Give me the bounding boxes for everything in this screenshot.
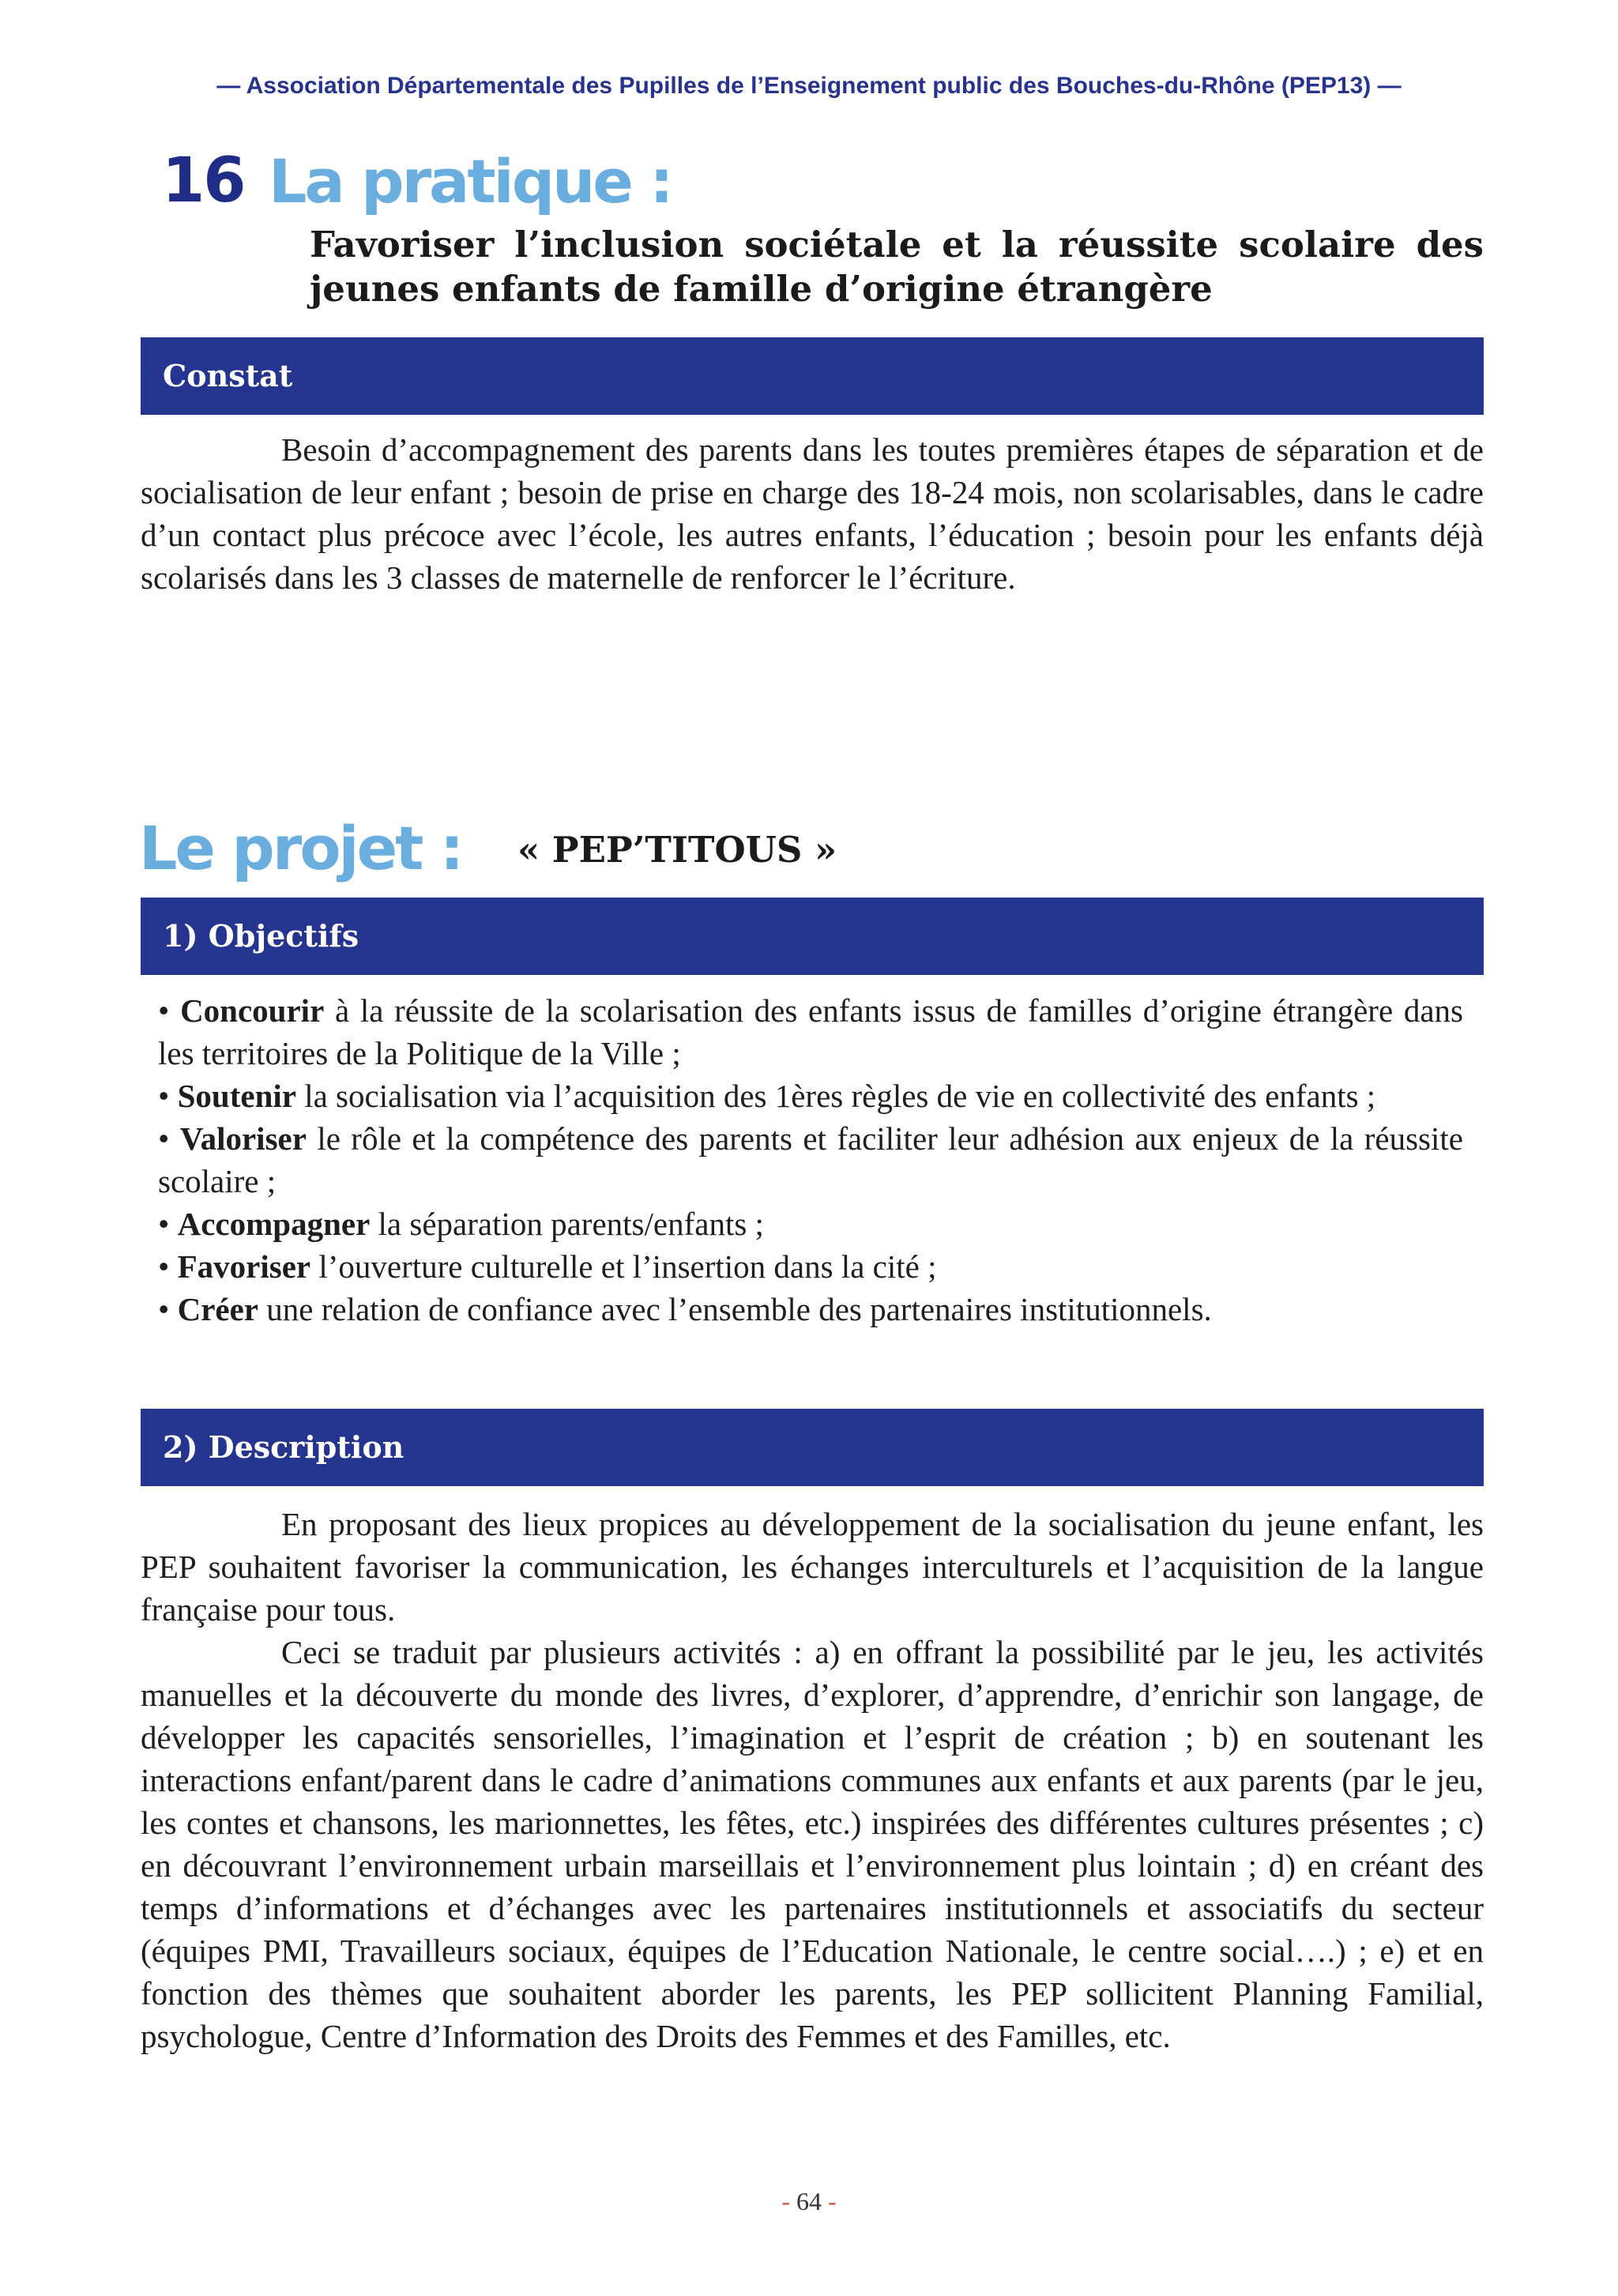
- projet-label: Le projet :: [139, 813, 462, 883]
- objectives-list: [158, 989, 1463, 1331]
- list-item: [158, 1245, 1463, 1288]
- section-subtitle: Favoriser l’inclusion sociétale et la réussite scolaire des jeunes enfants de famille d’origine étrangère: [310, 224, 1484, 310]
- description-paragraph: Ceci se traduit par plusieurs activités : a) en offrant la possibilité par le jeu, les activités manuelles et la découverte du monde des livres, d’explorer, d’apprendre, d’enrichir son langage, de développer les capacités sensorielles, l’imagination et l’esprit de création ; b) en soutenant les interactions enfant/parent dans le cadre d’animations communes aux enfants et aux parents (par le jeu, les contes et chansons, les marionnettes, les fêtes, etc.) inspirées des différentes cultures présentes ; c) en découvrant l’environnement urbain marseillais et l’environnement plus lointain ; d) en créant des temps d’informations et d’échanges avec les partenaires institutionnels et associatifs du secteur (équipes PMI, Travailleurs sociaux, équipes de l’Education Nationale, le centre social….) ; e) et en fonction des thèmes que souhaitent aborder les parents, les PEP sollicitent Planning Familial, psychologue, Centre d’Information des Droits des Femmes et des Familles, etc.: [141, 1634, 1484, 2054]
- bullet: •: [158, 1206, 170, 1242]
- objective-text: à la réussite de la scolarisation des enfants issus de familles d’origine étrangère dans les territoires de la Politique de la Ville ;: [158, 992, 1464, 1071]
- objective-verb: Favoriser: [177, 1248, 311, 1285]
- objective-text: la socialisation via l’acquisition des 1ères règles de vie en collectivité des enfants ;: [295, 1078, 1376, 1114]
- bullet: •: [158, 1248, 170, 1285]
- projet-name: « PEP’TITOUS »: [517, 829, 837, 871]
- objectifs-heading: 1) Objectifs: [163, 918, 359, 954]
- bullet: •: [158, 1291, 170, 1327]
- objective-verb: Accompagner: [177, 1206, 371, 1242]
- bullet: •: [158, 992, 170, 1029]
- running-header: — Association Départementale des Pupilles de l’Enseignement public des Bouches-du-Rhône (PEP13) —: [216, 73, 1402, 99]
- constat-heading-bar: [141, 337, 1484, 415]
- bullet: •: [158, 1078, 170, 1114]
- objective-text: l’ouverture culturelle et l’insertion dans la cité ;: [310, 1248, 937, 1285]
- objective-verb: Concourir: [180, 992, 325, 1029]
- objective-text: une relation de confiance avec l’ensemble des partenaires institutionnels.: [258, 1291, 1212, 1327]
- objective-verb: Soutenir: [177, 1078, 296, 1114]
- list-item: [158, 1075, 1463, 1117]
- list-item: [158, 1203, 1463, 1245]
- page-number-value: 64: [796, 2187, 822, 2215]
- description-heading: 2) Description: [163, 1429, 404, 1465]
- objectifs-heading-bar: [141, 898, 1484, 975]
- description-body: [141, 1503, 1484, 2057]
- list-item: [158, 1288, 1463, 1331]
- list-item: [158, 989, 1463, 1075]
- page-number: - 64 -: [781, 2187, 837, 2215]
- section-number: 16: [162, 145, 245, 216]
- section-title: La pratique :: [269, 146, 672, 216]
- list-item: [158, 1117, 1463, 1203]
- description-heading-bar: [141, 1409, 1484, 1486]
- objective-text: le rôle et la compétence des parents et faciliter leur adhésion aux enjeux de la réussite scolaire ;: [158, 1120, 1463, 1199]
- constat-heading: Constat: [163, 358, 293, 393]
- constat-body: [141, 428, 1484, 599]
- description-paragraph: En proposant des lieux propices au développement de la socialisation du jeune enfant, les PEP souhaitent favoriser la communication, les échanges interculturels et l’acquisition de la langue française pour tous.: [141, 1506, 1484, 1628]
- constat-paragraph: Besoin d’accompagnement des parents dans les toutes premières étapes de séparation et de socialisation de leur enfant ; besoin de prise en charge des 18-24 mois, non scolarisables, dans le cadre d’un contact plus précoce avec l’école, les autres enfants, l’éducation ; besoin pour les enfants déjà scolarisés dans les 3 classes de maternelle de renforcer le l’écriture.: [141, 431, 1484, 596]
- objective-text: la séparation parents/enfants ;: [370, 1206, 764, 1242]
- bullet: •: [158, 1120, 170, 1157]
- objective-verb: Créer: [177, 1291, 259, 1327]
- objective-verb: Valoriser: [179, 1120, 307, 1157]
